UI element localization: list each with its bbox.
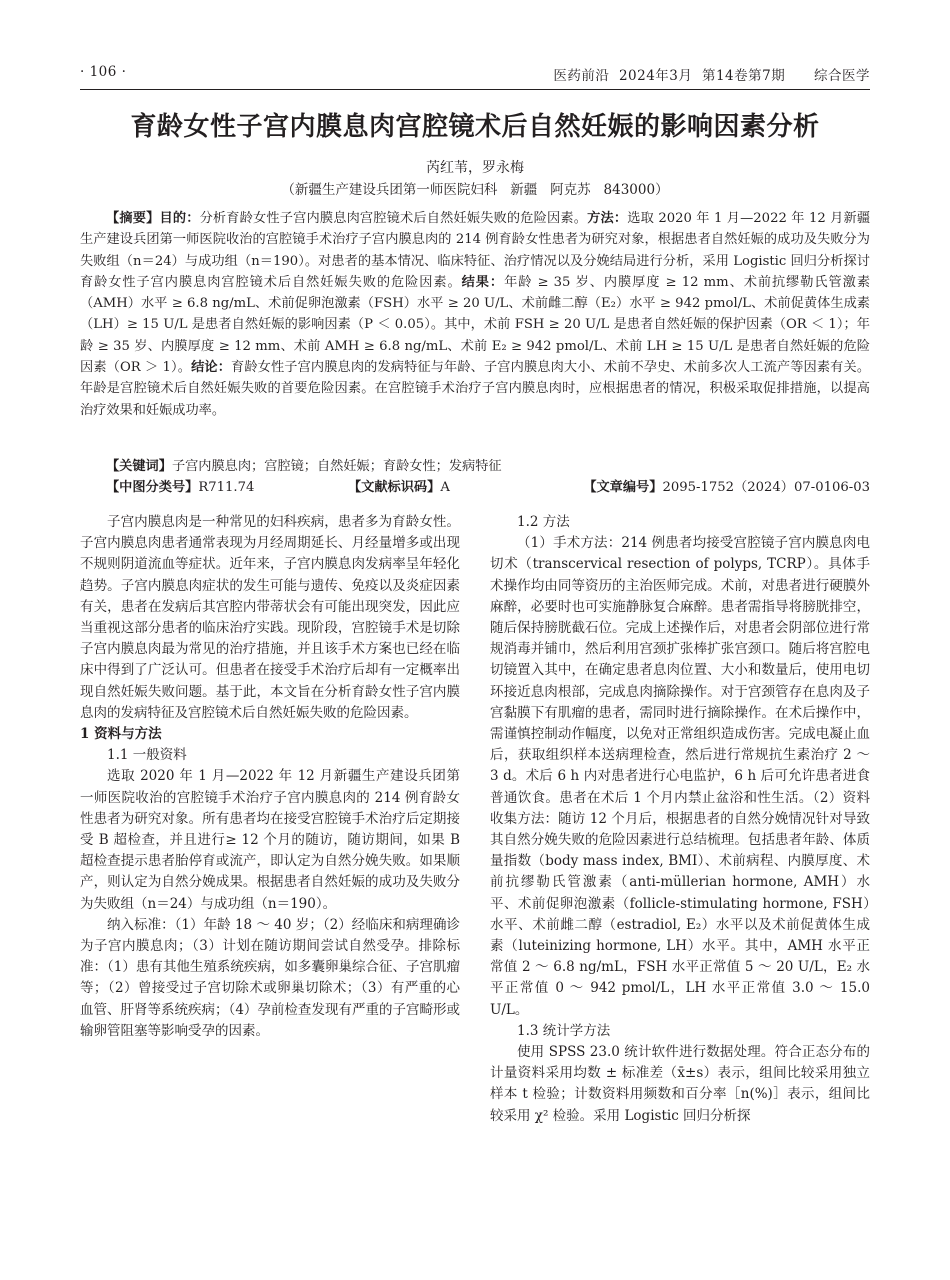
keywords-label: 【关键词】 (106, 459, 172, 474)
intro-paragraph: 子宫内膜息肉是一种常见的妇科疾病，患者多为育龄女性。子宫内膜息肉患者通常表现为月经周期延长、月经量增多或出现不规则阴道流血等症状。近年来，子宫内膜息肉发病率呈年轻化趋势。子宫内膜息肉症状的发生可能与遗传、免疫以及炎症因素有关，患者在发病后其宫腔内带蒂状会有可能出现突发，因此应当重视这部分患者的临床治疗实践。现阶段，宫腔镜手术是切除子宫内膜息肉最为常见的治疗措施，并且该手术方案也已经在临床中得到了广泛认可。但患者在接受手术治疗后却有一定概率出现自然妊娠失败问题。基于此，本文旨在分析育龄女性子宫内膜息肉的发病特征及宫腔镜术后自然妊娠失败的危险因素。 (80, 514, 460, 721)
doc-label: 【文献标识码】 (348, 480, 441, 495)
keywords-text: 子宫内膜息肉；宫腔镜；自然妊娠；育龄女性；发病特征 (171, 459, 502, 474)
section-1-2-paragraph: （1）手术方法：214 例患者均接受宫腔镜子宫内膜息肉电切术（transcervical resection of polyps, TCRP）。具体手术操作均由同等资历的主治医师完成。术前，对患者进行硬膜外麻醉，必要时也可实施静脉复合麻醉。患者需指导将膀胱排空，随后保持膀胱截石位。完成上述操作后，对患者会阴部位进行常规消毒并铺巾，然后利用宫颈扩张棒扩张宫颈口。随后将宫腔电切镜置入其中，在确定患者息肉位置、大小和数量后，使用电切环接近息肉根部，完成息肉摘除操作。对于宫颈管存在息肉及子宫黏膜下有肌瘤的患者，需同时进行摘除操作。在术后操作中，需谨慎控制动作幅度，以免对正常组织造成伤害。完成电凝止血后，获取组织样本送病理检查，然后进行常规抗生素治疗 2 ～ 3 d。术后 6 h 内对患者进行心电监护，6 h 后可允许患者进食普通饮食。患者在术后 1 个月内禁止盆浴和性生活。（2）资料收集方法：随访 12 个月后，根据患者的自然分娩情况针对导致其自然分娩失败的危险因素进行总结梳理。包括患者年龄、体质量指数（body mass index, BMI）、术前病程、内膜厚度、术前抗缪勒氏管激素（anti-müllerian hormone, AMH）水平、术前促卵泡激素（follicle-stimulating hormone, FSH）水平、术前雌二醇（estradiol, E₂）水平以及术前促黄体生成素（luteinizing hormone, LH）水平。其中，AMH 水平正常值 2 ～ 6.8 ng/mL，FSH 水平正常值 5 ～ 20 U/L，E₂ 水平正常值 0 ～ 942 pmol/L，LH 水平正常值 3.0 ～ 15.0 U/L。 (490, 535, 870, 1018)
article-label: 【文章编号】 (583, 480, 663, 495)
clc-value: R711.74 (198, 480, 255, 495)
article-title: 育龄女性子宫内膜息肉宫腔镜术后自然妊娠的影响因素分析 (130, 112, 820, 142)
section-1-1-paragraph-2: 纳入标准：（1）年龄 18 ～ 40 岁；（2）经临床和病理确诊为子宫内膜息肉；（3）计划在随访期间尝试自然受孕。排除标准：（1）患有其他生殖系统疾病，如多囊卵巢综合征、子宫肌瘤等；（2）曾接受过子宫切除术或卵巢切除术；（3）有严重的心血管、肝肾等系统疾病；（4）孕前检查发现有严重的子宫畸形或输卵管阻塞等影响受孕的因素。 (80, 916, 460, 1039)
section-1-1-paragraph-1: 选取 2020 年 1 月—2022 年 12 月新疆生产建设兵团第一师医院收治的宫腔镜手术治疗子宫内膜息肉的 214 例育龄女性患者为研究对象。所有患者均在接受宫腔镜手术治疗后定期接受 B 超检查，并且进行≥ 12 个月的随访，随访期间，如果 B 超检查提示患者胎停育或流产，即认定为自然分娩失败。如果顺产，则认定为自然分娩成果。根据患者自然妊娠的成功及失败分为失败组（n＝24）与成功组（n＝190）。 (80, 768, 460, 912)
section-1-3-heading: 1.3 统计学方法 (517, 1022, 611, 1039)
section-1-3-paragraph: 使用 SPSS 23.0 统计软件进行数据处理。符合正态分布的计量资料采用均数 ± 标准差（x̄±s）表示，组间比较采用独立样本 t 检验；计数资料用频数和百分率［n(%)］表示，组间比较采用 χ² 检验。采用 Logistic 回归分析探 (490, 1044, 870, 1124)
doc-value: A (440, 480, 450, 495)
authors: 芮红苇，罗永梅 (426, 160, 524, 176)
conclusion-label: 结论： (191, 360, 232, 376)
affiliation: （新疆生产建设兵团第一师医院妇科 新疆 阿克苏 843000） (281, 182, 669, 198)
article-number (583, 477, 870, 498)
results-label: 结果： (461, 274, 505, 290)
clc-code (106, 477, 254, 498)
running-header (80, 64, 870, 86)
objective-text: 分析育龄女性子宫内膜息肉宫腔镜术后自然妊娠失败的危险因素。 (199, 211, 588, 226)
section-1-2-heading: 1.2 方法 (517, 514, 570, 530)
abstract (80, 208, 870, 421)
right-column (490, 512, 870, 1127)
page-number: · 106 · (80, 64, 127, 80)
article-value: 2095-1752（2024）07-0106-03 (662, 480, 870, 495)
section-1-1-heading: 1.1 一般资料 (107, 747, 187, 764)
clc-label: 【中图分类号】 (106, 480, 199, 495)
results-text: 年龄 ≥ 35 岁、内膜厚度 ≥ 12 mm、术前抗缪勒氏管激素（AMH）水平 ≥ 6.8 ng/mL、术前促卵泡激素（FSH）水平 ≥ 20 U/L、术前雌二醇（E₂）水平 ≥ 942 pmol/L、术前促黄体生成素（LH）≥ 15 U/L 是患者自然妊娠的影响因素（P ＜ 0.05）。其中，术前 FSH ≥ 20 U/L 是患者自然妊娠的保护因素（OR ＜ 1）；年龄 ≥ 35 岁、内膜厚度 ≥ 12 mm、术前 AMH ≥ 6.8 ng/mL、术前 E₂ ≥ 942 pmol/L、术前 LH ≥ 15 U/L 是患者自然妊娠的危险因素（OR ＞ 1）。 (80, 274, 871, 376)
objective-label: 目的： (159, 211, 200, 226)
header-rule (80, 89, 870, 90)
classification-line (80, 477, 870, 498)
left-column (80, 512, 460, 1042)
journal-info: 医药前沿 2024年3月 第14卷第7期 综合医学 (553, 68, 870, 84)
methods-text: 选取 2020 年 1 月—2022 年 12 月新疆生产建设兵团第一师医院收治的宫腔镜手术治疗子宫内膜息肉的 214 例育龄女性患者为研究对象，根据患者自然妊娠的成功及失败分为失败组（n＝24）与成功组（n＝190）。对患者的基本情况、临床特征、治疗情况以及分娩结局进行分析，采用 Logistic 回归分析探讨育龄女性子宫内膜息肉宫腔镜术后自然妊娠失败的危险因素。 (80, 211, 871, 290)
conclusion-text: 育龄女性子宫内膜息肉的发病特征与年龄、子宫内膜息肉大小、术前不孕史、术前多次人工流产等因素有关。年龄是宫腔镜术后自然妊娠失败的首要危险因素。在宫腔镜手术治疗子宫内膜息肉时，应根据患者的情况，积极采取促排措施，以提高治疗效果和妊娠成功率。 (80, 360, 871, 418)
section-1-heading: 1 资料与方法 (80, 726, 162, 743)
methods-label: 方法： (587, 211, 628, 226)
document-code (348, 477, 450, 498)
abstract-label: 【摘要】 (106, 211, 160, 226)
keywords (80, 456, 870, 477)
